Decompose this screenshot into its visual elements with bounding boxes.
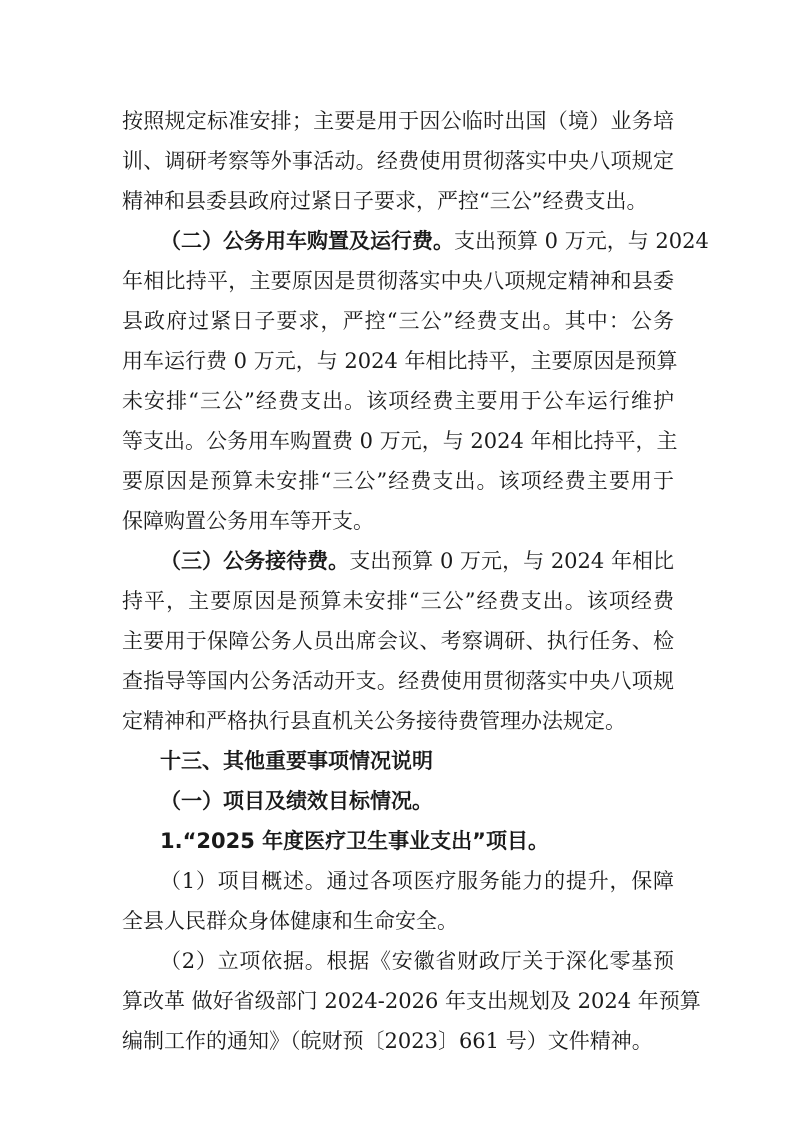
text-line: 编制工作的通知》（皖财预〔2023〕661 号）文件精神。	[122, 1029, 653, 1053]
text-line: 训、调研考察等外事活动。经费使用贯彻落实中央八项规定	[122, 149, 674, 173]
text-line	[160, 228, 709, 254]
text-line: 用车运行费 0 万元，与 2024 年相比持平，主要原因是预算	[122, 349, 678, 373]
text-line: 查指导等国内公务活动开支。经费使用贯彻落实中央八项规	[122, 669, 674, 693]
text-span: 支出预算 0 万元，与 2024	[454, 229, 709, 253]
text-line: （1）项目概述。通过各项医疗服务能力的提升，保障	[160, 869, 674, 893]
section-heading: （三）公务接待费。	[160, 549, 350, 573]
item-heading: 1.“2025 年度医疗卫生事业支出”项目。	[160, 829, 549, 853]
text-line: 县政府过紧日子要求，严控“三公”经费支出。其中：公务	[122, 309, 674, 333]
section-heading: 十三、其他重要事项情况说明	[160, 749, 433, 773]
text-line: 要原因是预算未安排“三公”经费支出。该项经费主要用于	[122, 469, 674, 493]
text-line: 全县人民群众身体健康和生命安全。	[122, 909, 458, 933]
text-line: 年相比持平，主要原因是贯彻落实中央八项规定精神和县委	[122, 269, 674, 293]
subsection-heading: （一）项目及绩效目标情况。	[160, 789, 433, 813]
text-line: 保障购置公务用车等开支。	[122, 509, 374, 533]
text-line: 持平，主要原因是预算未安排“三公”经费支出。该项经费	[122, 589, 674, 613]
text-line	[160, 548, 674, 574]
text-line: 精神和县委县政府过紧日子要求，严控“三公”经费支出。	[122, 189, 648, 213]
text-span: 支出预算 0 万元，与 2024 年相比	[349, 549, 675, 573]
text-line: 算改革 做好省级部门 2024-2026 年支出规划及 2024 年预算	[122, 989, 701, 1013]
text-line: （2）立项依据。根据《安徽省财政厅关于深化零基预	[160, 949, 674, 973]
text-line: 等支出。公务用车购置费 0 万元，与 2024 年相比持平，主	[122, 429, 678, 453]
text-line: 主要用于保障公务人员出席会议、考察调研、执行任务、检	[122, 629, 674, 653]
text-line: 未安排“三公”经费支出。该项经费主要用于公车运行维护	[122, 389, 674, 413]
text-line: 定精神和严格执行县直机关公务接待费管理办法规定。	[122, 709, 626, 733]
section-heading: （二）公务用车购置及运行费。	[160, 229, 454, 253]
text-line: 按照规定标准安排；主要是用于因公临时出国（境）业务培	[122, 109, 674, 133]
